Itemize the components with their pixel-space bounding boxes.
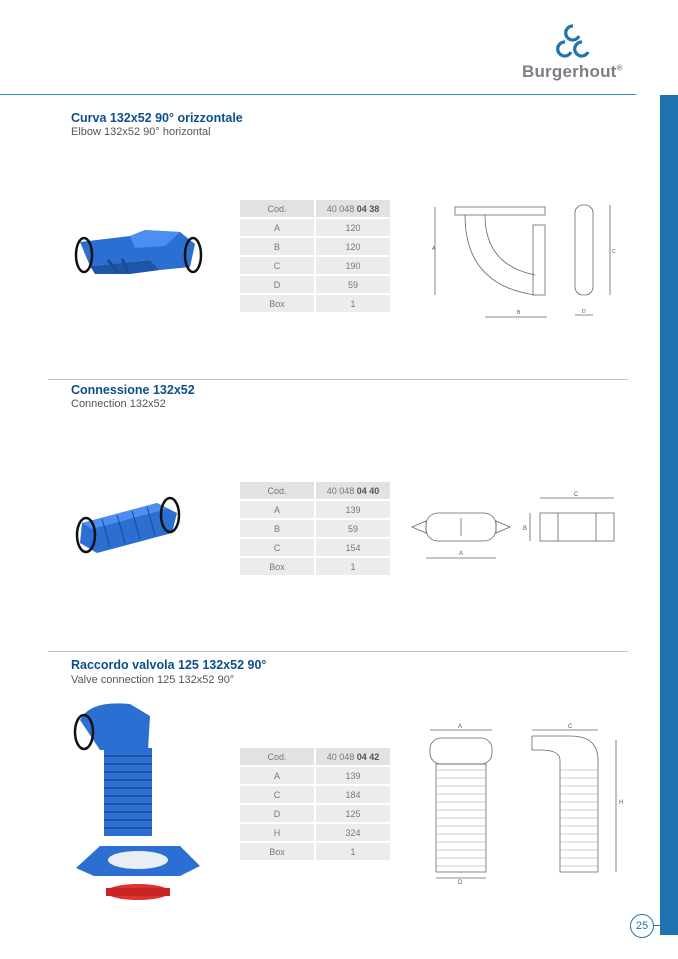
section-3-subtitle: Valve connection 125 132x52 90° bbox=[71, 674, 235, 686]
drawing-label: H bbox=[619, 800, 624, 806]
table-row: Box 1 bbox=[240, 295, 390, 312]
connection-technical-drawing bbox=[408, 488, 623, 568]
valve-connection-technical-drawing bbox=[420, 720, 630, 885]
code-label: Cod. bbox=[240, 482, 314, 499]
table-row: A 120 bbox=[240, 219, 390, 236]
table-row: D 59 bbox=[240, 276, 390, 293]
section-divider bbox=[48, 379, 628, 380]
table-row: C 184 bbox=[240, 786, 390, 803]
drawing-label: D bbox=[458, 880, 463, 885]
section-2-subtitle: Connection 132x52 bbox=[71, 398, 166, 410]
product-code: 40 048 04 42 bbox=[316, 748, 390, 765]
table-row: A 139 bbox=[240, 501, 390, 518]
page-number: 25 bbox=[630, 914, 654, 938]
table-row: B 59 bbox=[240, 520, 390, 537]
section-1-subtitle: Elbow 132x52 90° horizontal bbox=[71, 126, 211, 138]
table-row: D 125 bbox=[240, 805, 390, 822]
elbow-technical-drawing bbox=[425, 195, 625, 325]
page-number-tick bbox=[653, 925, 662, 926]
section-2-title: Connessione 132x52 bbox=[71, 383, 195, 397]
spec-table-2 bbox=[238, 480, 392, 577]
spec-table-1 bbox=[238, 198, 392, 314]
drawing-label: A bbox=[459, 551, 464, 557]
drawing-label: B bbox=[523, 526, 528, 532]
table-row: H 324 bbox=[240, 824, 390, 841]
code-label: Cod. bbox=[240, 748, 314, 765]
table-row: Box 1 bbox=[240, 558, 390, 575]
drawing-label: C bbox=[612, 249, 616, 255]
table-row: Box 1 bbox=[240, 843, 390, 860]
product-code: 40 048 04 40 bbox=[316, 482, 390, 499]
drawing-label: B bbox=[517, 310, 521, 316]
elbow-product-photo bbox=[70, 222, 210, 284]
table-row: C 154 bbox=[240, 539, 390, 556]
code-label: Cod. bbox=[240, 200, 314, 217]
drawing-label: D bbox=[582, 309, 586, 315]
section-3-title: Raccordo valvola 125 132x52 90° bbox=[71, 658, 267, 672]
product-code: 40 048 04 38 bbox=[316, 200, 390, 217]
section-divider bbox=[48, 651, 628, 652]
table-row: C 190 bbox=[240, 257, 390, 274]
connection-product-photo bbox=[72, 495, 187, 557]
table-row: A 139 bbox=[240, 767, 390, 784]
section-1-title: Curva 132x52 90° orizzontale bbox=[71, 111, 243, 125]
table-row: B 120 bbox=[240, 238, 390, 255]
brand-name: Burgerhout® bbox=[522, 62, 623, 81]
valve-connection-product-photo bbox=[70, 700, 210, 910]
drawing-label: A bbox=[432, 246, 436, 252]
drawing-label: C bbox=[568, 724, 573, 730]
side-accent-bar bbox=[660, 95, 678, 935]
drawing-label: A bbox=[458, 724, 463, 730]
header-rule bbox=[0, 94, 636, 95]
spec-table-3 bbox=[238, 746, 392, 862]
drawing-label: C bbox=[574, 492, 579, 498]
